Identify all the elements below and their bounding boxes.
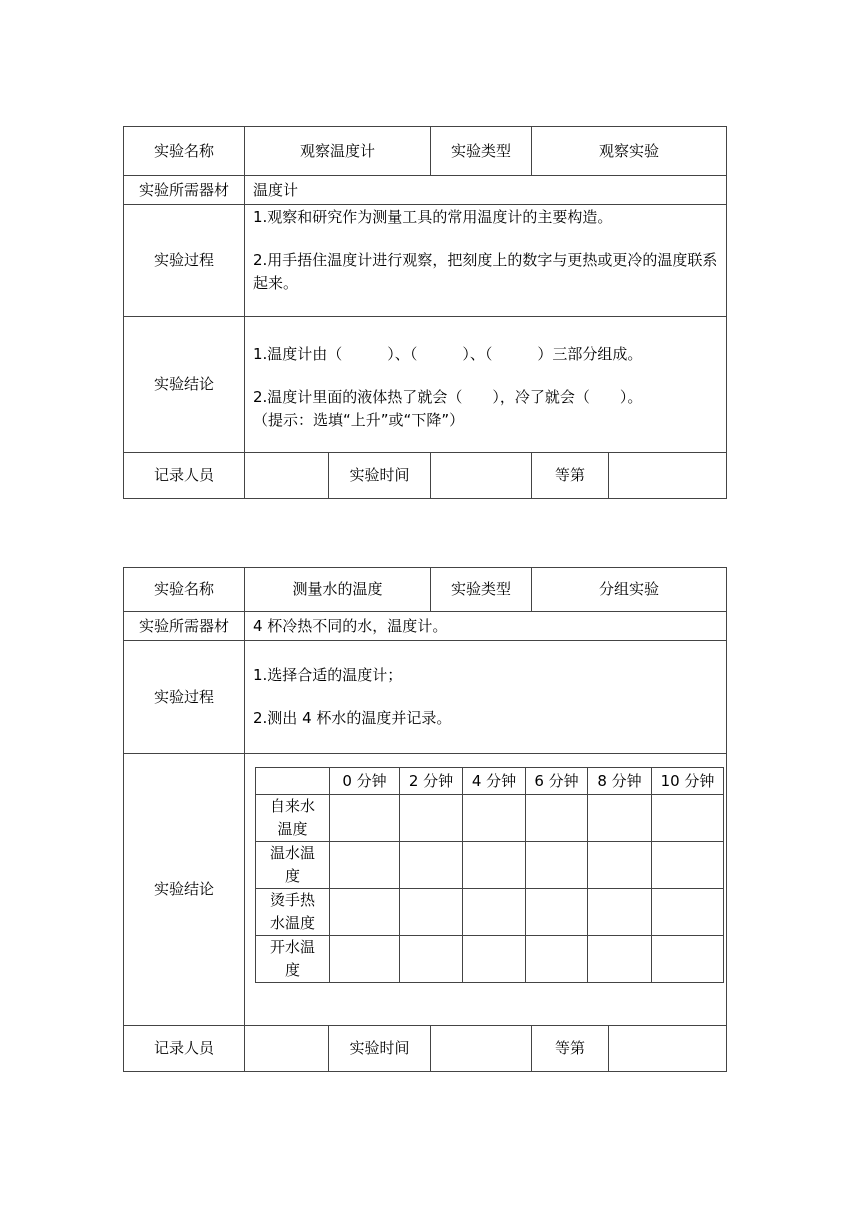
table-cell[interactable] (588, 795, 652, 842)
equipment-label: 实验所需器材 (124, 612, 245, 641)
conclusion-label: 实验结论 (124, 317, 245, 453)
process-content (245, 205, 727, 317)
row-label-line: 温水温 (269, 844, 315, 862)
equipment-label: 实验所需器材 (124, 176, 245, 205)
table-cell[interactable] (330, 889, 400, 936)
table-header-corner (256, 768, 330, 795)
recorder-label: 记录人员 (124, 453, 245, 499)
type-value: 分组实验 (532, 568, 727, 612)
process-step: 2.用手捂住温度计进行观察，把刻度上的数字与更热或更冷的温度联系起来。 (253, 251, 718, 292)
conclusion-label: 实验结论 (124, 754, 245, 1026)
process-step: 1.观察和研究作为测量工具的常用温度计的主要构造。 (253, 208, 613, 226)
table-row (256, 936, 724, 983)
row-label-line: 水温度 (269, 914, 315, 932)
table-header: 6 分钟 (526, 768, 588, 795)
table-cell[interactable] (588, 889, 652, 936)
grade-label: 等第 (532, 453, 609, 499)
time-field[interactable] (431, 453, 532, 499)
table-cell[interactable] (652, 795, 724, 842)
table-header: 2 分钟 (400, 768, 463, 795)
row-label-line: 烫手热 (269, 891, 315, 909)
table-cell[interactable] (588, 842, 652, 889)
table-cell[interactable] (652, 889, 724, 936)
row-label-line: 度 (284, 867, 300, 885)
row-label-line: 自来水 (269, 797, 315, 815)
table-cell[interactable] (463, 795, 526, 842)
table-cell[interactable] (526, 889, 588, 936)
time-field[interactable] (431, 1026, 532, 1072)
table-cell[interactable] (463, 889, 526, 936)
row-label-line: 开水温 (269, 938, 315, 956)
row-label-line: 温度 (277, 820, 308, 838)
table-cell[interactable] (330, 842, 400, 889)
process-label: 实验过程 (124, 205, 245, 317)
table-header: 0 分钟 (330, 768, 400, 795)
experiment-sheet-2 (123, 567, 727, 1072)
table-cell[interactable] (330, 936, 400, 983)
time-label: 实验时间 (329, 453, 431, 499)
table-cell[interactable] (526, 936, 588, 983)
conclusion-content (245, 317, 727, 453)
name-value: 观察温度计 (245, 127, 431, 176)
table-row (256, 842, 724, 889)
recorder-label: 记录人员 (124, 1026, 245, 1072)
name-label: 实验名称 (124, 127, 245, 176)
type-label: 实验类型 (431, 568, 532, 612)
table-cell[interactable] (400, 795, 463, 842)
grade-label: 等第 (532, 1026, 609, 1072)
row-label (256, 795, 330, 842)
name-label: 实验名称 (124, 568, 245, 612)
equipment-value: 温度计 (245, 176, 727, 205)
type-label: 实验类型 (431, 127, 532, 176)
row-label (256, 842, 330, 889)
table-header: 8 分钟 (588, 768, 652, 795)
table-cell[interactable] (588, 936, 652, 983)
table-cell[interactable] (463, 842, 526, 889)
equipment-value: 4 杯冷热不同的水，温度计。 (245, 612, 727, 641)
conclusion-line: 1.温度计由（ ）、（ ）、（ ）三部分组成。 (253, 345, 643, 363)
table-cell[interactable] (652, 936, 724, 983)
conclusion-hint: （提示：选填“上升”或“下降”） (253, 411, 465, 429)
process-step: 2.测出 4 杯水的温度并记录。 (253, 709, 452, 727)
recorder-field[interactable] (245, 453, 329, 499)
process-step: 1.选择合适的温度计； (253, 666, 403, 684)
table-row (256, 889, 724, 936)
row-label (256, 889, 330, 936)
table-row (256, 795, 724, 842)
table-cell[interactable] (330, 795, 400, 842)
table-cell[interactable] (526, 795, 588, 842)
time-label: 实验时间 (329, 1026, 431, 1072)
table-cell[interactable] (652, 842, 724, 889)
type-value: 观察实验 (532, 127, 727, 176)
row-label (256, 936, 330, 983)
temperature-record-table (255, 767, 724, 983)
grade-field[interactable] (609, 453, 727, 499)
name-value: 测量水的温度 (245, 568, 431, 612)
process-content (245, 641, 727, 754)
conclusion-line: 2.温度计里面的液体热了就会（ ），冷了就会（ ）。 (253, 388, 643, 406)
experiment-sheet-1 (123, 126, 727, 499)
table-cell[interactable] (400, 889, 463, 936)
table-cell[interactable] (526, 842, 588, 889)
grade-field[interactable] (609, 1026, 727, 1072)
recorder-field[interactable] (245, 1026, 329, 1072)
conclusion-content (245, 754, 727, 1026)
process-label: 实验过程 (124, 641, 245, 754)
table-cell[interactable] (400, 842, 463, 889)
table-cell[interactable] (400, 936, 463, 983)
table-header: 4 分钟 (463, 768, 526, 795)
table-header: 10 分钟 (652, 768, 724, 795)
table-cell[interactable] (463, 936, 526, 983)
row-label-line: 度 (284, 961, 300, 979)
